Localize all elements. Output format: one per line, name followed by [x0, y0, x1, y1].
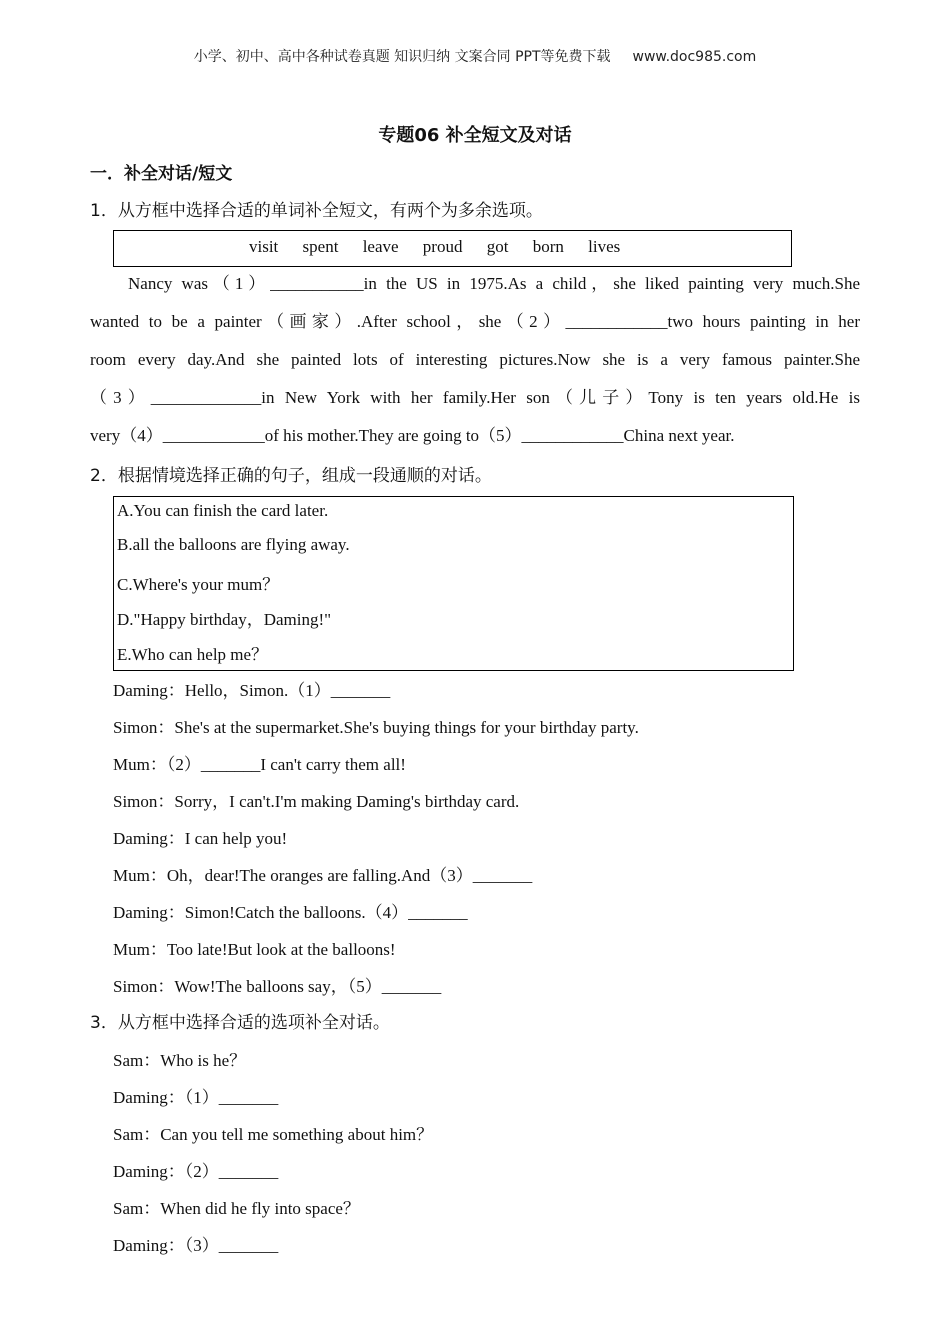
passage-line: very（4）____________of his mother.They are going to（5）____________China next year. — [90, 426, 735, 445]
page-title: 专题06 补全短文及对话 — [378, 125, 572, 146]
passage-line: wanted to be a painter（画家）.After school，she（2）____________two hours painting in her — [90, 312, 860, 331]
dialogue-line: Daming：（2）_______ — [113, 1162, 279, 1181]
header-site: www.doc985.com — [632, 49, 757, 65]
section-heading: 一．补全对话/短文 — [90, 164, 233, 184]
option-b: B.all the balloons are flying away. — [117, 535, 350, 554]
dialogue-line: Daming：（1）_______ — [113, 1088, 279, 1107]
q1-passage — [90, 265, 860, 455]
option-a: A.You can finish the card later. — [117, 501, 329, 520]
q2-option-box — [113, 496, 794, 671]
dialogue-line: Daming：Hello，Simon.（1）_______ — [113, 681, 391, 700]
passage-line: room every day.And she painted lots of interesting pictures.Now she is a very famous painter.She — [90, 350, 860, 369]
dialogue-line: Simon：Sorry，I can't.I'm making Daming's birthday card. — [113, 792, 520, 811]
q1-prompt: 1．从方框中选择合适的单词补全短文，有两个为多余选项。 — [90, 201, 543, 221]
dialogue-line: Daming：I can help you! — [113, 829, 288, 848]
dialogue-line: Sam：When did he fly into space？ — [113, 1199, 360, 1218]
passage-line: Nancy was（1）___________in the US in 1975.As a child，she liked painting very much.She — [128, 274, 860, 293]
q2-prompt: 2．根据情境选择正确的句子，组成一段通顺的对话。 — [90, 466, 492, 486]
dialogue-line: Simon：Wow!The balloons say，（5）_______ — [113, 977, 442, 996]
page-header — [0, 46, 950, 66]
header-text: 小学、初中、高中各种试卷真题 知识归纳 文案合同 PPT等免费下载 — [193, 49, 611, 65]
word-option: got — [486, 237, 509, 256]
word-option: proud — [422, 237, 463, 256]
word-option: spent — [302, 237, 339, 256]
option-e: E.Who can help me？ — [117, 645, 269, 664]
dialogue-line: Daming：（3）_______ — [113, 1236, 279, 1255]
option-d: D."Happy birthday，Daming!" — [117, 610, 332, 629]
dialogue-line: Sam：Who is he？ — [113, 1051, 247, 1070]
dialogue-line: Mum：Oh，dear!The oranges are falling.And（3）_______ — [113, 866, 533, 885]
passage-line: （3）_____________in New York with her family.Her son（儿子）Tony is ten years old.He is — [90, 388, 860, 407]
option-c: C.Where's your mum？ — [117, 575, 280, 594]
q1-word-list — [249, 237, 640, 257]
dialogue-line: Simon：She's at the supermarket.She's buying things for your birthday party. — [113, 718, 639, 737]
dialogue-line: Sam：Can you tell me something about him？ — [113, 1125, 434, 1144]
word-option: born — [532, 237, 564, 256]
dialogue-line: Daming：Simon!Catch the balloons.（4）_______ — [113, 903, 468, 922]
word-option: lives — [588, 237, 621, 256]
word-option: leave — [362, 237, 399, 256]
word-option: visit — [249, 237, 279, 256]
dialogue-line: Mum：Too late!But look at the balloons! — [113, 940, 396, 959]
q1-word-box — [113, 230, 792, 267]
q3-prompt: 3．从方框中选择合适的选项补全对话。 — [90, 1013, 390, 1033]
dialogue-line: Mum：（2）_______I can't carry them all! — [113, 755, 406, 774]
